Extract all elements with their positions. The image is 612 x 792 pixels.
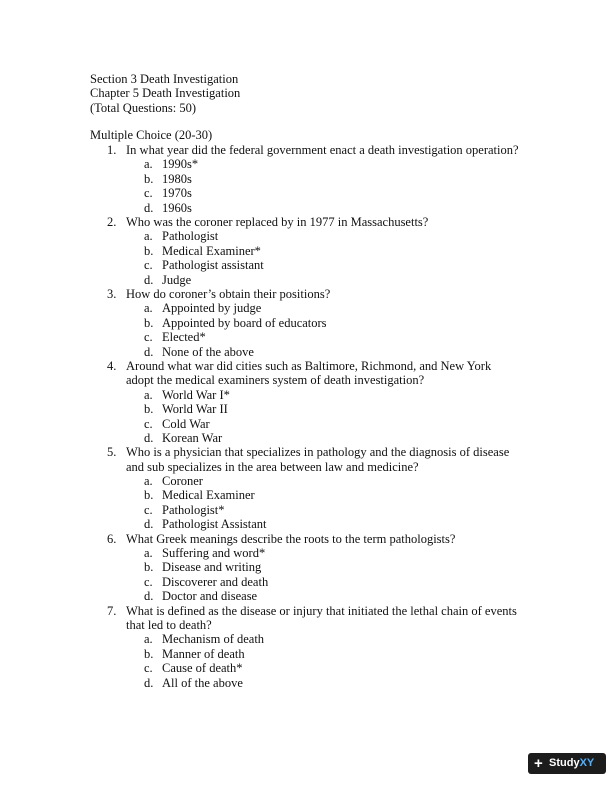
option-letter: b. (144, 488, 154, 503)
answer-option (0, 488, 612, 502)
option-letter: a. (144, 229, 153, 244)
option-text: Suffering and word* (162, 546, 266, 561)
option-letter: c. (144, 330, 153, 345)
answer-option (0, 258, 612, 272)
option-text: Elected* (162, 330, 206, 345)
option-letter: d. (144, 200, 154, 215)
option-letter: d. (144, 272, 154, 287)
option-text: Manner of death (162, 646, 245, 661)
answer-option (0, 632, 612, 646)
option-letter: d. (144, 675, 154, 690)
option-letter: d. (144, 517, 154, 532)
answer-option (0, 301, 612, 315)
option-letter: c. (144, 661, 153, 676)
option-letter: a. (144, 387, 153, 402)
question-text: Who is a physician that specializes in pathology and the diagnosis of disease and sub specializes in the area between law and medicine? (126, 445, 510, 474)
option-letter: a. (144, 157, 153, 172)
answer-option (0, 417, 612, 431)
logo-wordmark (549, 753, 594, 774)
answer-option (0, 244, 612, 258)
option-text: Korean War (162, 430, 223, 445)
answer-option (0, 503, 612, 517)
question-5 (0, 445, 612, 531)
question-number: 1. (107, 143, 117, 157)
option-text: Mechanism of death (162, 632, 265, 647)
option-letter: b. (144, 243, 154, 258)
question-2 (0, 215, 612, 287)
option-text: Judge (162, 272, 192, 287)
option-letter: b. (144, 171, 154, 186)
answer-option (0, 316, 612, 330)
logo-word-main: Study (549, 757, 580, 769)
option-text: Doctor and disease (162, 589, 258, 604)
option-text: Cold War (162, 416, 210, 431)
option-text: Coroner (162, 474, 203, 489)
option-text: 1990s* (162, 157, 199, 172)
option-text: Medical Examiner* (162, 243, 261, 258)
option-text: World War II (162, 402, 228, 417)
answer-option (0, 575, 612, 589)
option-text: Appointed by board of educators (162, 315, 327, 330)
question-list (0, 143, 612, 690)
answer-option (0, 589, 612, 603)
answer-option (0, 172, 612, 186)
answer-option (0, 273, 612, 287)
option-text: Disease and writing (162, 560, 262, 575)
question-text: Who was the coroner replaced by in 1977 in Massachusetts? (126, 214, 429, 229)
question-7 (0, 604, 612, 690)
option-text: Pathologist* (162, 502, 225, 517)
option-letter: a. (144, 546, 153, 561)
option-letter: a. (144, 474, 153, 489)
answer-option (0, 229, 612, 243)
option-text: 1960s (162, 200, 192, 215)
question-number: 4. (107, 358, 117, 373)
option-letter: b. (144, 315, 154, 330)
option-text: Pathologist assistant (162, 258, 264, 273)
option-letter: c. (144, 186, 153, 201)
question-text: How do coroner’s obtain their positions? (126, 286, 331, 301)
section-heading: Section 3 Death Investigation (90, 72, 239, 86)
question-number: 7. (107, 603, 117, 618)
option-text: Pathologist (162, 229, 219, 244)
option-text: Pathologist Assistant (162, 517, 267, 532)
question-number: 5. (107, 445, 117, 460)
answer-option (0, 330, 612, 344)
option-text: Appointed by judge (162, 301, 262, 316)
option-letter: c. (144, 416, 153, 431)
studyxy-logo (528, 753, 606, 774)
option-letter: b. (144, 402, 154, 417)
chapter-heading: Chapter 5 Death Investigation (90, 86, 241, 101)
answer-option (0, 388, 612, 402)
option-text: Discoverer and death (162, 574, 269, 589)
answer-option (0, 647, 612, 661)
total-questions: (Total Questions: 50) (90, 100, 197, 115)
answer-option (0, 201, 612, 215)
option-letter: a. (144, 301, 153, 316)
option-text: World War I* (162, 387, 230, 402)
option-text: Medical Examiner (162, 488, 255, 503)
option-text: 1970s (162, 186, 192, 201)
answer-option (0, 474, 612, 488)
answer-option (0, 661, 612, 675)
question-number: 3. (107, 286, 117, 301)
question-text: Around what war did cities such as Baltimore, Richmond, and New York adopt the medical examiners system of death investigation? (126, 358, 492, 388)
option-letter: c. (144, 502, 153, 517)
option-letter: c. (144, 574, 153, 589)
logo-word-accent: XY (579, 757, 595, 769)
option-text: 1980s (162, 171, 192, 186)
question-1 (0, 143, 612, 215)
question-6 (0, 532, 612, 604)
answer-option (0, 186, 612, 200)
option-letter: d. (144, 430, 154, 445)
answer-option (0, 345, 612, 359)
answer-option (0, 517, 612, 531)
question-text: In what year did the federal government enact a death investigation operation? (126, 143, 519, 157)
question-number: 6. (107, 531, 117, 546)
multiple-choice-title: Multiple Choice (20-30) (90, 128, 213, 142)
question-text: What Greek meanings describe the roots to the term pathologists? (126, 531, 456, 546)
answer-option (0, 157, 612, 171)
option-text: None of the above (162, 344, 254, 359)
document-header (90, 72, 240, 115)
question-3 (0, 287, 612, 359)
option-text: Cause of death* (162, 661, 243, 676)
answer-option (0, 431, 612, 445)
plus-icon: + (534, 755, 543, 772)
answer-option (0, 676, 612, 690)
option-letter: a. (144, 632, 153, 647)
option-letter: d. (144, 344, 154, 359)
option-text: All of the above (162, 675, 243, 690)
question-4 (0, 359, 612, 445)
answer-option (0, 546, 612, 560)
option-letter: d. (144, 589, 154, 604)
option-letter: c. (144, 258, 153, 273)
option-letter: b. (144, 646, 154, 661)
answer-option (0, 560, 612, 574)
answer-option (0, 402, 612, 416)
option-letter: b. (144, 560, 154, 575)
question-text: What is defined as the disease or injury that initiated the lethal chain of events that led to death? (126, 603, 517, 633)
question-number: 2. (107, 214, 117, 229)
